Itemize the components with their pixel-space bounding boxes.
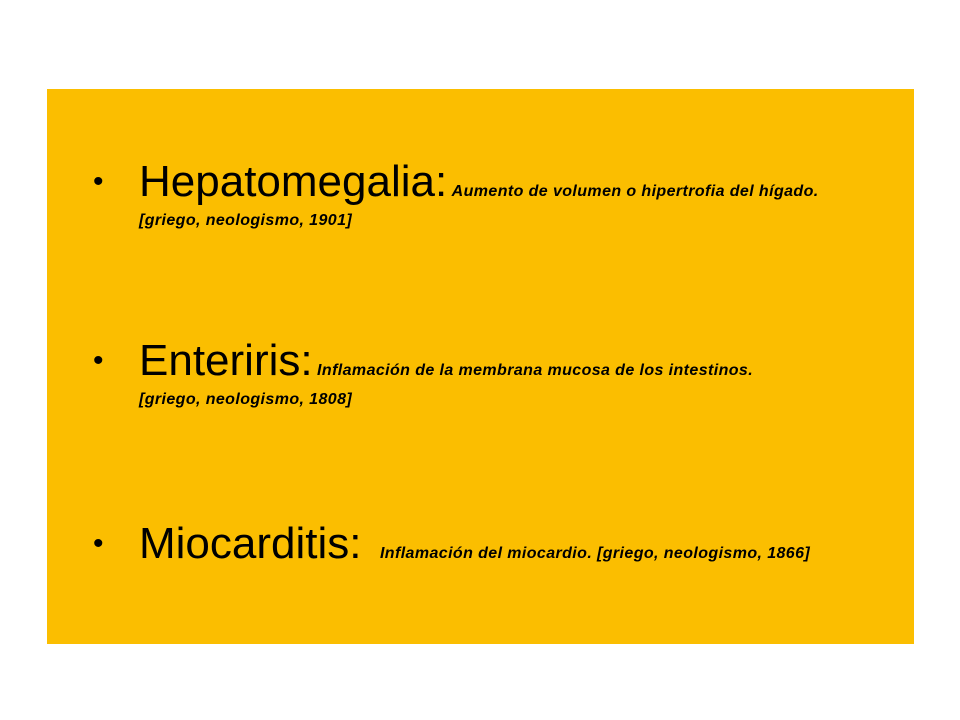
source: [griego, neologismo, 1901] — [139, 212, 353, 229]
bullet-icon: • — [93, 527, 104, 560]
term: Enteriris: — [139, 336, 313, 385]
definition: Inflamación del miocardio. [griego, neologismo, 1866] — [379, 545, 811, 562]
bullet-item-enteriris — [93, 336, 903, 410]
definition: Aumento de volumen o hipertrofia del hígado. — [451, 183, 819, 200]
bullet-item-hepatomegalia — [93, 157, 903, 231]
term: Miocarditis: — [139, 519, 362, 568]
definition: Inflamación de la membrana mucosa de los intestinos. — [317, 362, 754, 379]
bullet-icon: • — [93, 165, 104, 198]
term: Hepatomegalia: — [139, 157, 448, 206]
bullet-icon: • — [93, 344, 104, 377]
bullet-item-miocarditis — [93, 519, 903, 568]
source: [griego, neologismo, 1808] — [139, 391, 353, 408]
slide-panel — [47, 89, 914, 644]
